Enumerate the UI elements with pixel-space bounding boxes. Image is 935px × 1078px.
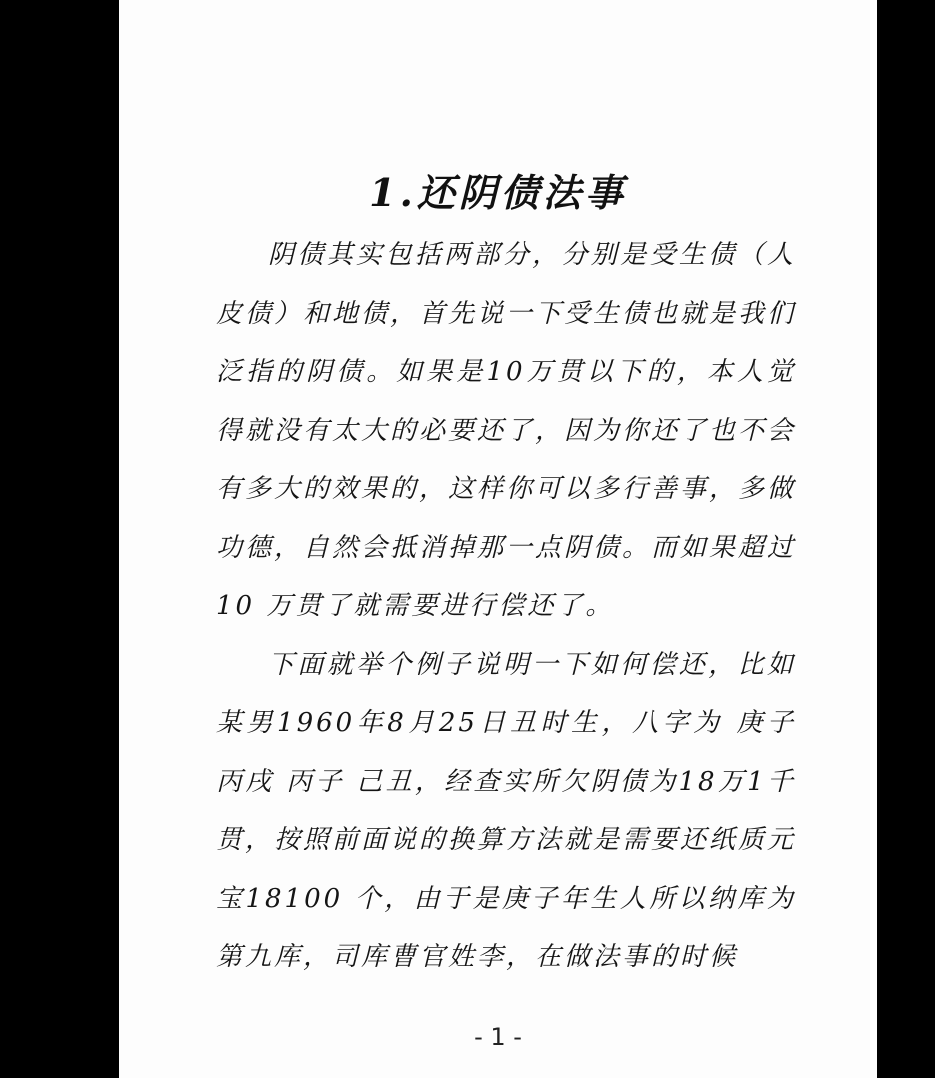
document-title: 1.还阴债法事 <box>369 170 627 215</box>
document-page <box>119 0 877 1078</box>
document-body <box>216 226 796 987</box>
paragraph-2: 下面就举个例子说明一下如何偿还，比如某男1960年8月25日丑时生，八字为 庚子 丙戌 丙子 己丑，经查实所欠阴债为18万1千贯，按照前面说的换算方法就是需要还纸质元宝18100 个，由于是庚子年生人所以纳库为第九库，司库曹官姓李，在做法事的时候 <box>216 649 797 972</box>
page-number: - 1 - <box>474 1023 522 1051</box>
paragraph-1: 阴债其实包括两部分，分别是受生债（人皮债）和地债，首先说一下受生债也就是我们泛指的阴债。如果是10万贯以下的，本人觉得就没有太大的必要还了，因为你还了也不会有多大的效果的，这样你可以多行善事，多做功德，自然会抵消掉那一点阴债。而如果超过 10 万贯了就需要进行偿还了。 <box>216 240 797 621</box>
